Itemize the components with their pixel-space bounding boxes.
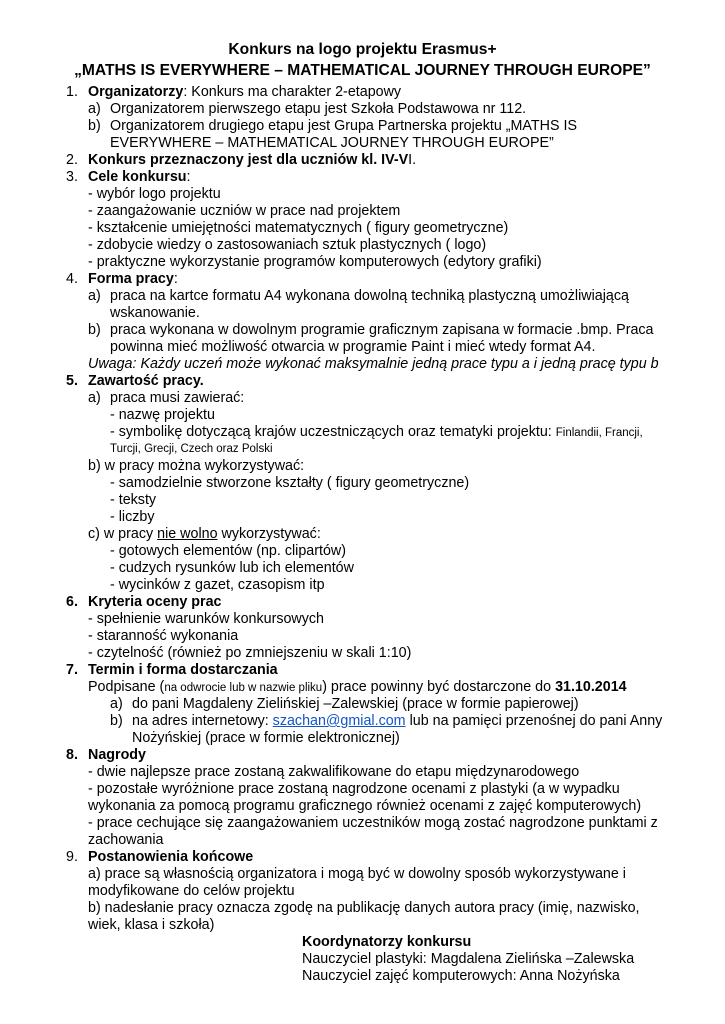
section-5c-underlined: nie wolno: [157, 526, 218, 542]
section-7-deadline: [88, 679, 627, 697]
section-5c-post: wykorzystywać:: [217, 526, 321, 542]
section-1b-marker: b): [88, 118, 101, 134]
section-2-heading: Konkurs przeznaczony jest dla uczniów kl. IV-V: [88, 152, 409, 168]
section-7a-marker: a): [110, 696, 123, 712]
section-5c-item: - wycinków z gazet, czasopism itp: [110, 577, 325, 593]
section-9-heading: Postanowienia końcowe: [88, 849, 254, 865]
section-3-item: - praktyczne wykorzystanie programów komputerowych (edytory grafiki): [88, 254, 542, 270]
coordinators-heading: Koordynatorzy konkursu: [302, 934, 472, 950]
section-1-line: [88, 84, 401, 101]
section-1b-text-2: EVERYWHERE – MATHEMATICAL JOURNEY THROUGH EUROPE”: [110, 135, 554, 151]
section-7-pre: Podpisane (: [88, 679, 165, 695]
section-1b-text-1: Organizatorem drugiego etapu jest Grupa Partnerska projektu „MATHS IS: [110, 118, 577, 134]
section-5b-item: - samodzielnie stworzone kształty ( figury geometryczne): [110, 475, 470, 491]
section-1-text: : Konkurs ma charakter 2-etapowy: [183, 84, 402, 100]
section-9-line: modyfikowane do celów projektu: [88, 883, 295, 899]
section-6-heading: Kryteria oceny prac: [88, 594, 222, 610]
section-5a-symbolics: [110, 424, 643, 442]
section-5c-text: [88, 526, 321, 543]
section-3-item: - wybór logo projektu: [88, 186, 221, 202]
section-6-number: 6.: [66, 594, 78, 610]
section-5a-countries-2: Turcji, Grecji, Czech oraz Polski: [110, 443, 273, 455]
section-8-heading: Nagrody: [88, 747, 146, 763]
coordinator-art: Nauczyciel plastyki: Magdalena Zielińska –Zalewska: [302, 951, 635, 967]
section-3-item: - kształcenie umiejętności matematycznych ( figury geometryczne): [88, 220, 509, 236]
section-4b-text-2: powinna mieć możliwość otwarcia w programie Paint i mieć wtedy format A4.: [110, 339, 596, 355]
section-9-line: a) prace są własnością organizatora i mogą być w dowolny sposób wykorzystywane i: [88, 866, 626, 882]
section-8-line: - pozostałe wyróżnione prace zostaną nagrodzone ocenami z plastyki (a w wypadku: [88, 781, 620, 797]
section-4-note: Uwaga: Każdy uczeń może wykonać maksymalnie jedną prace typu a i jedną pracę typu b: [88, 356, 659, 372]
section-4-colon: :: [173, 271, 178, 287]
section-9-line: b) nadesłanie pracy oznacza zgodę na publikację danych autora pracy (imię, nazwisko,: [88, 900, 640, 916]
section-1a-marker: a): [88, 101, 101, 117]
section-1a-text: Organizatorem pierwszego etapu jest Szkoła Podstawowa nr 112.: [110, 101, 527, 117]
section-7b-text-2: Nożyńskiej (prace w formie elektronicznej): [132, 730, 400, 746]
section-1-heading: Organizatorzy: [88, 84, 184, 100]
section-7a-text: do pani Magdaleny Zielińskiej –Zalewskiej (prace w formie papierowej): [132, 696, 579, 712]
section-7b-post: lub na pamięci przenośnej do pani Anny: [405, 713, 663, 729]
section-3-line: [88, 169, 191, 186]
section-4-line: [88, 271, 178, 288]
section-5b-item: - teksty: [110, 492, 157, 508]
section-3-item: - zaangażowanie uczniów w prace nad projektem: [88, 203, 401, 219]
section-7-post: ) prace powinny być dostarczone do: [322, 679, 556, 695]
section-9-number: 9.: [66, 849, 78, 865]
section-8-number: 8.: [66, 747, 78, 763]
section-4b-text-1: praca wykonana w dowolnym programie graficznym zapisana w formacie .bmp. Praca: [110, 322, 654, 338]
section-1-number: 1.: [66, 84, 78, 100]
coordinator-computer: Nauczyciel zajęć komputerowych: Anna Nożyńska: [302, 968, 620, 984]
section-6-item: - spełnienie warunków konkursowych: [88, 611, 325, 627]
section-4-heading: Forma pracy: [88, 271, 174, 287]
section-5a-marker: a): [88, 390, 101, 406]
email-link[interactable]: szachan@gmial.com: [272, 713, 406, 729]
section-7-date: 31.10.2014: [555, 679, 627, 695]
section-5a-item: - nazwę projektu: [110, 407, 215, 423]
document-title: Konkurs na logo projektu Erasmus+: [228, 41, 497, 58]
section-9-line: wiek, klasa i szkoła): [88, 917, 215, 933]
section-3-colon: :: [186, 169, 191, 185]
section-3-number: 3.: [66, 169, 78, 185]
section-5a-countries-1: Finlandii, Francji,: [555, 427, 643, 439]
section-5c-item: - gotowych elementów (np. clipartów): [110, 543, 346, 559]
section-7b-marker: b): [110, 713, 123, 729]
section-4a-marker: a): [88, 288, 101, 304]
section-6-item: - staranność wykonania: [88, 628, 239, 644]
section-8-line: zachowania: [88, 832, 164, 848]
section-4b-marker: b): [88, 322, 101, 338]
section-5c-pre: c) w pracy: [88, 526, 158, 542]
section-8-line: - prace cechujące się zaangażowaniem uczestników mogą zostać nagrodzone punktami z: [88, 815, 658, 831]
section-5-heading: Zawartość pracy.: [88, 373, 204, 389]
section-4a-text-1: praca na kartce formatu A4 wykonana dowolną techniką plastyczną umożliwiającą: [110, 288, 629, 304]
section-7-heading: Termin i forma dostarczania: [88, 662, 278, 678]
section-5a-symbolics-text: - symbolikę dotyczącą krajów uczestniczących oraz tematyki projektu:: [110, 424, 552, 440]
section-6-item: - czytelność (również po zmniejszeniu w skali 1:10): [88, 645, 412, 661]
section-2-line: [88, 152, 416, 169]
section-5c-item: - cudzych rysunków lub ich elementów: [110, 560, 354, 576]
section-5b-text: b) w pracy można wykorzystywać:: [88, 458, 305, 474]
section-8-line: - dwie najlepsze prace zostaną zakwalifikowane do etapu międzynarodowego: [88, 764, 580, 780]
document-subtitle: „MATHS IS EVERYWHERE – MATHEMATICAL JOURNEY THROUGH EUROPE”: [74, 62, 651, 79]
section-3-item: - zdobycie wiedzy o zastosowaniach sztuk plastycznych ( logo): [88, 237, 487, 253]
section-2-number: 2.: [66, 152, 78, 168]
section-5-number: 5.: [66, 373, 78, 389]
section-8-line: wykonania za pomocą programu graficznego również ocenami z zajęć komputerowych): [88, 798, 642, 814]
section-7b-pre: na adres internetowy:: [132, 713, 273, 729]
section-7b-text: [132, 713, 662, 730]
section-7-number: 7.: [66, 662, 78, 678]
section-5b-item: - liczby: [110, 509, 155, 525]
section-7-small: na odwrocie lub w nazwie pliku: [164, 682, 323, 694]
section-4a-text-2: wskanowanie.: [110, 305, 200, 321]
section-3-heading: Cele konkursu: [88, 169, 187, 185]
section-5a-text: praca musi zawierać:: [110, 390, 245, 406]
section-4-number: 4.: [66, 271, 78, 287]
section-2-tail: I.: [408, 152, 417, 168]
